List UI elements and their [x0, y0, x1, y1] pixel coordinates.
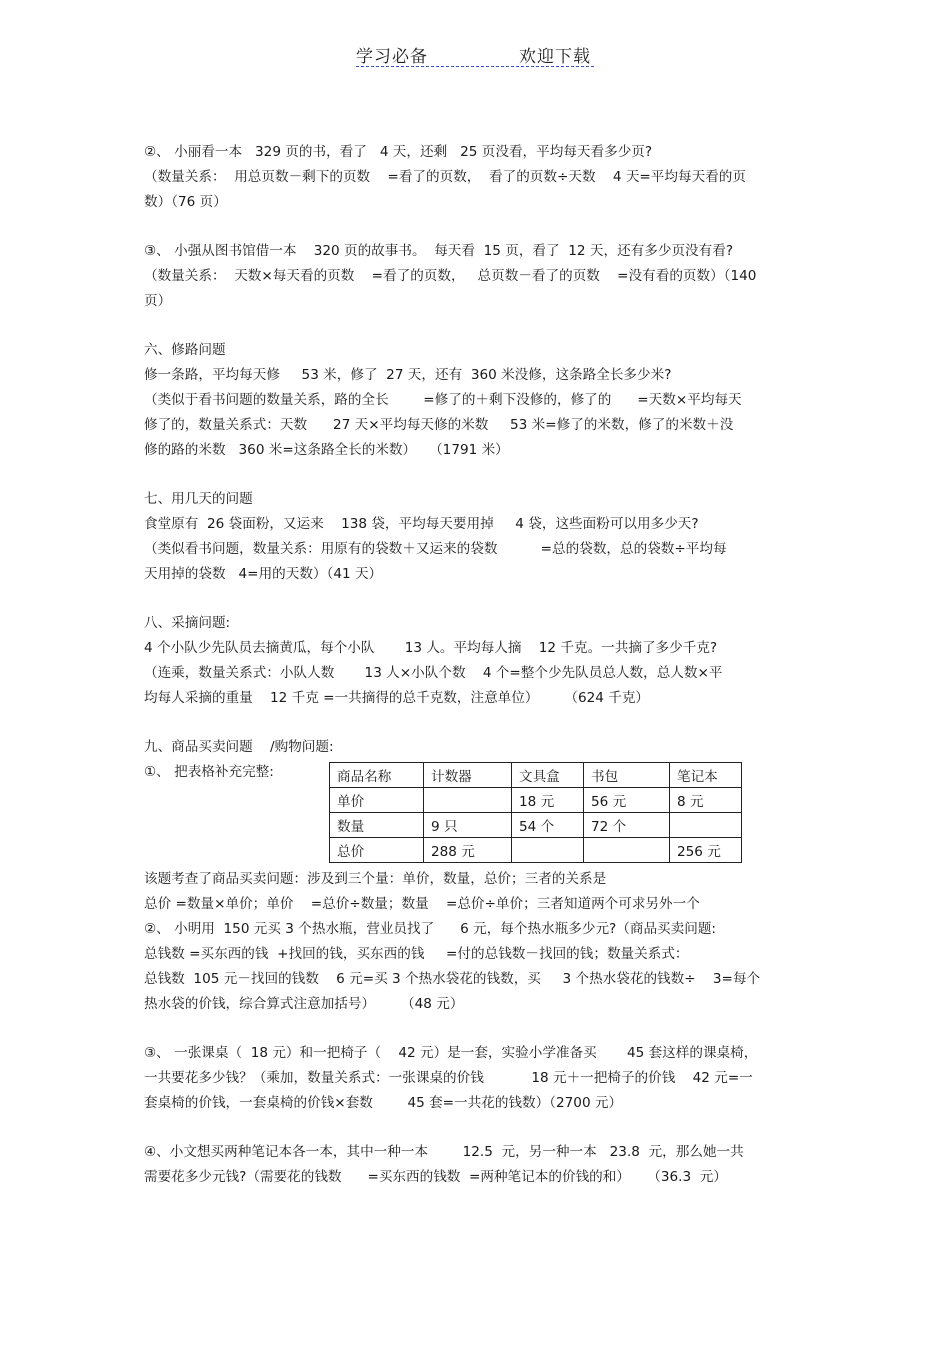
text-line: ②、 小明用 150 元买 3 个热水瓶，营业员找了 6 元，每个热水瓶多少元?（商品买卖问题:: [144, 921, 716, 937]
table-cell: 计数器: [424, 763, 512, 788]
table-cell: 72 个: [584, 813, 670, 838]
text-line: 天用掉的袋数 4=用的天数）（41 天）: [144, 566, 383, 582]
table-header-row: [330, 763, 742, 788]
paragraph-4: [144, 611, 812, 711]
text-line: （连乘，数量关系式：小队人数 13 人×小队个数 4 个=整个少先队员总人数，总人数×平: [144, 665, 723, 681]
text-line: 修一条路，平均每天修 53 米，修了 27 天，还有 360 米没修，这条路全长多少米?: [144, 367, 672, 383]
table-cell: [584, 838, 670, 863]
text-line: 总钱数 105 元－找回的钱数 6 元=买 3 个热水袋花的钱数，买 3 个热水袋花的钱数÷ 3=每个: [144, 971, 761, 987]
table-cell: 18 元: [512, 788, 584, 813]
table-cell: 数量: [330, 813, 424, 838]
table-row: [330, 838, 742, 863]
text-line: 该题考查了商品买卖问题：涉及到三个量：单价，数量，总价；三者的关系是: [144, 871, 607, 887]
text-line: 均每人采摘的重量 12 千克 =一共摘得的总千克数，注意单位） （624 千克）: [144, 690, 650, 706]
table-row: [330, 813, 742, 838]
text-line: ③、 一张课桌（ 18 元）和一把椅子（ 42 元）是一套，实验小学准备买 45 套这样的课桌椅，: [144, 1045, 758, 1061]
text-line: 修的路的米数 360 米=这条路全长的米数） （1791 米）: [144, 442, 509, 458]
paragraph-3: [144, 487, 812, 587]
table-cell: 256 元: [670, 838, 742, 863]
table-cell: 单价: [330, 788, 424, 813]
table-cell: 9 只: [424, 813, 512, 838]
product-table: [329, 762, 742, 863]
text-line: 需要花多少元钱?（需要花的钱数 =买东西的钱数 =两种笔记本的价钱的和） （36.3 元）: [144, 1169, 727, 1185]
section-9-title: 九、商品买卖问题 /购物问题:: [144, 739, 334, 755]
table-cell: 54 个: [512, 813, 584, 838]
table-cell: 书包: [584, 763, 670, 788]
question-1-label: ①、 把表格补充完整:: [144, 764, 274, 780]
table-cell: 文具盒: [512, 763, 584, 788]
paragraph-0: [144, 140, 812, 215]
page-header: [356, 38, 594, 67]
table-cell: 总价: [330, 838, 424, 863]
table-row: [330, 788, 742, 813]
table-cell: 288 元: [424, 838, 512, 863]
table-cell: [424, 788, 512, 813]
table-cell: 笔记本: [670, 763, 742, 788]
table-cell: [670, 813, 742, 838]
header-left-text: 学习必备: [356, 47, 428, 67]
text-line: 食堂原有 26 袋面粉，又运来 138 袋，平均每天要用掉 4 袋，这些面粉可以用多少天?: [144, 516, 699, 532]
table-cell: [512, 838, 584, 863]
text-line: ③、 小强从图书馆借一本 320 页的故事书。 每天看 15 页，看了 12 天，还有多少页没有看?: [144, 243, 734, 259]
text-line: ④、小文想买两种笔记本各一本，其中一种一本 12.5 元，另一种一本 23.8 元，那么她一共: [144, 1144, 744, 1160]
text-line: 六、修路问题: [144, 342, 226, 358]
text-line: 七、用几天的问题: [144, 491, 253, 507]
table-cell: 56 元: [584, 788, 670, 813]
text-line: （类似看书问题，数量关系：用原有的袋数＋又运来的袋数 =总的袋数，总的袋数÷平均每: [144, 541, 727, 557]
section-9: [144, 735, 812, 1017]
text-line: （数量关系： 用总页数－剩下的页数 =看了的页数， 看了的页数÷天数 4 天=平均每天看的页: [144, 169, 746, 185]
text-line: （数量关系： 天数×每天看的页数 =看了的页数， 总页数－看了的页数 =没有看的页数）（140: [144, 268, 757, 284]
paragraph-tail-0: [144, 1041, 812, 1116]
text-line: 页）: [144, 293, 172, 309]
header-right-text: 欢迎下载: [519, 47, 591, 67]
text-line: 一共要花多少钱？（乘加，数量关系式：一张课桌的价钱 18 元＋一把椅子的价钱 42 元=一: [144, 1070, 753, 1086]
text-line: 八、采摘问题:: [144, 615, 231, 631]
text-line: ②、 小丽看一本 329 页的书，看了 4 天，还剩 25 页没看，平均每天看多少页?: [144, 144, 653, 160]
text-line: 数）（76 页）: [144, 194, 227, 210]
text-line: （类似于看书问题的数量关系，路的全长 =修了的＋剩下没修的，修了的 =天数×平均每天: [144, 392, 742, 408]
paragraph-2: [144, 338, 812, 463]
text-line: 总钱数 =买东西的钱 +找回的钱，买东西的钱 =付的总钱数－找回的钱；数量关系式：: [144, 946, 689, 962]
text-line: 热水袋的价钱，综合算式注意加括号） （48 元）: [144, 996, 464, 1012]
document-body: [144, 140, 812, 1214]
table-cell: 商品名称: [330, 763, 424, 788]
text-line: 套桌椅的价钱，一套桌椅的价钱×套数 45 套=一共花的钱数）（2700 元）: [144, 1095, 623, 1111]
text-line: 总价 =数量×单价；单价 =总价÷数量；数量 =总价÷单价；三者知道两个可求另外一个: [144, 896, 700, 912]
table-cell: 8 元: [670, 788, 742, 813]
text-line: 4 个小队少先队员去摘黄瓜，每个小队 13 人。平均每人摘 12 千克。一共摘了多少千克?: [144, 640, 718, 656]
paragraph-tail-1: [144, 1140, 812, 1190]
text-line: 修了的，数量关系式：天数 27 天×平均每天修的米数 53 米=修了的米数，修了的米数＋没: [144, 417, 734, 433]
paragraph-1: [144, 239, 812, 314]
